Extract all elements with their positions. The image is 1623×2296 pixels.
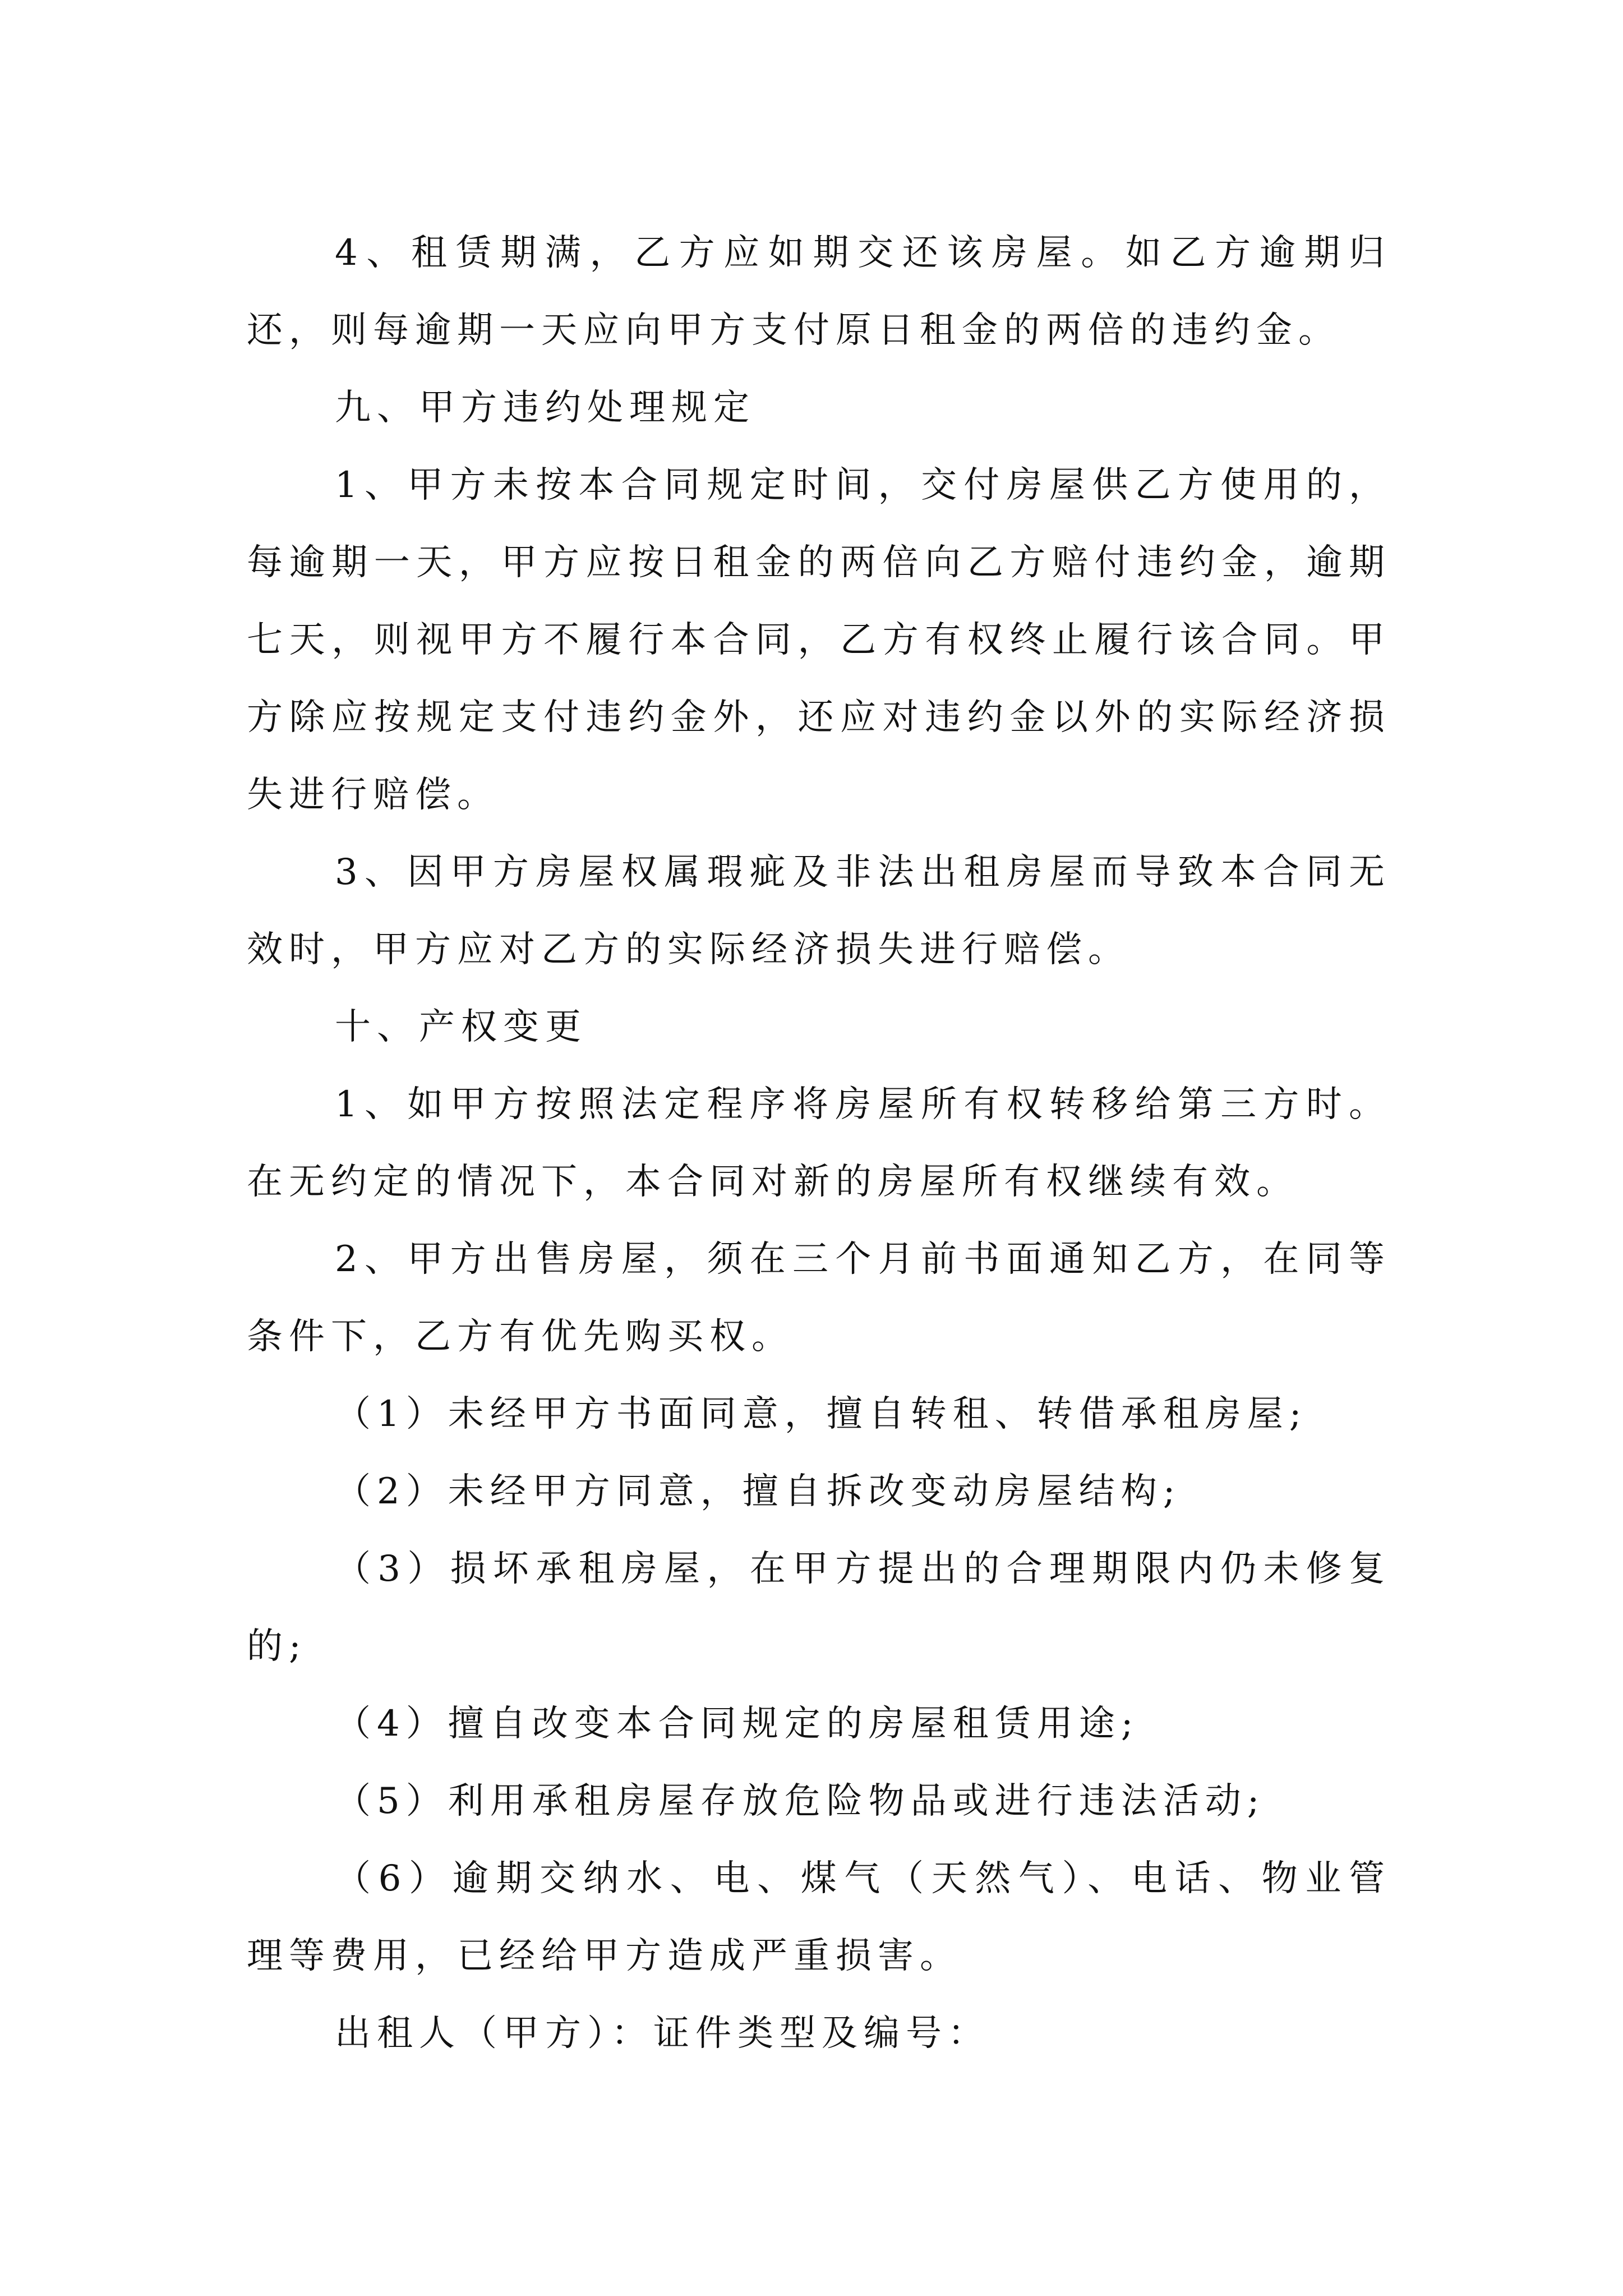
paragraph-preemption-right: 2、甲方出售房屋，须在三个月前书面通知乙方，在同等条件下，乙方有优先购买权。 (247, 1239, 1391, 1358)
section-heading-ownership-change: 十、产权变更 (335, 1006, 587, 1048)
paragraph-return-on-expiry: 4、租赁期满，乙方应如期交还该房屋。如乙方逾期归还，则每逾期一天应向甲方支付原日租金的两倍的违约金。 (247, 232, 1391, 351)
section-heading-lessor-breach: 九、甲方违约处理规定 (335, 387, 755, 429)
paragraph-late-delivery: 1、甲方未按本合同规定时间，交付房屋供乙方使用的，每逾期一天，甲方应按日租金的两倍向乙方赔付违约金，逾期七天，则视甲方不履行本合同，乙方有权终止履行该合同。甲方除应按规定支付违约金外，还应对违约金以外的实际经济损失进行赔偿。 (247, 464, 1391, 816)
list-item-structural-change: （2）未经甲方同意，擅自拆改变动房屋结构; (335, 1471, 1182, 1512)
list-item-damage: （3）损坏承租房屋，在甲方提出的合理期限内仍未修复的; (247, 1548, 1391, 1667)
document-body (247, 214, 1391, 2072)
signature-lessor-id: 出租人（甲方）：证件类型及编号： (335, 2013, 990, 2054)
list-item-dangerous-goods: （5）利用承租房屋存放危险物品或进行违法活动; (335, 1780, 1266, 1822)
paragraph-ownership-transfer: 1、如甲方按照法定程序将房屋所有权转移给第三方时。在无约定的情况下，本合同对新的房屋所有权继续有效。 (247, 1084, 1391, 1203)
paragraph-title-defect: 3、因甲方房屋权属瑕疵及非法出租房屋而导致本合同无效时，甲方应对乙方的实际经济损失进行赔偿。 (247, 852, 1391, 970)
list-item-overdue-fees: （6）逾期交纳水、电、煤气（天然气）、电话、物业管理等费用，已经给甲方造成严重损害。 (247, 1858, 1391, 1977)
list-item-sublease: （1）未经甲方书面同意，擅自转租、转借承租房屋; (335, 1393, 1308, 1435)
list-item-purpose-change: （4）擅自改变本合同规定的房屋租赁用途; (335, 1703, 1140, 1745)
